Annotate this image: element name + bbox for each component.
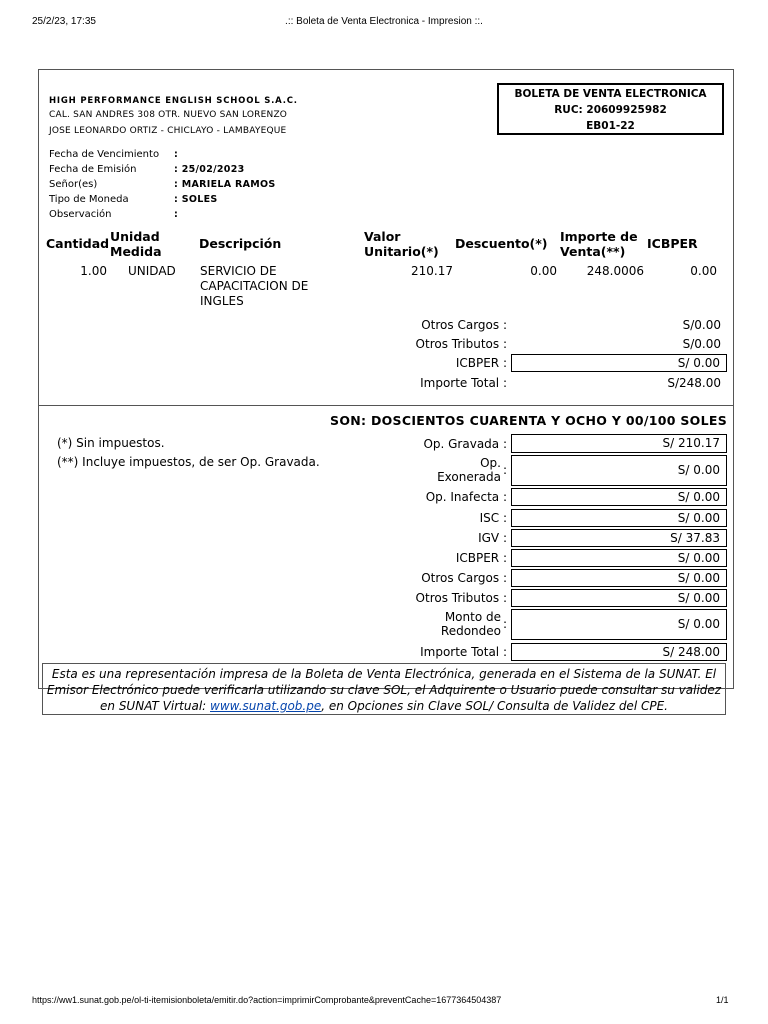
cell-descripcion-line: SERVICIO DE [200, 264, 277, 278]
info-value: 25/02/2023 [181, 164, 245, 175]
document-type: BOLETA DE VENTA ELECTRONICA [514, 88, 707, 100]
op-inafecta-label: Op. Inafecta : [425, 490, 507, 504]
legal-text-end: , en Opciones sin Clave SOL/ Consulta de Validez del CPE. [321, 699, 668, 713]
op-exonerada-value: S/ 0.00 [511, 455, 727, 486]
col-valor-line1: Valor [364, 229, 401, 244]
icbper-summary-value: S/ 0.00 [511, 549, 727, 567]
otros-cargos-summary-value: S/ 0.00 [511, 569, 727, 587]
redondeo-value: S/ 0.00 [511, 609, 727, 640]
op-exonerada-label-line: Exonerada [437, 470, 501, 484]
col-importe-line2: Venta(**) [560, 244, 626, 259]
otros-tributos-summary-value: S/ 0.00 [511, 589, 727, 607]
op-exonerada-label-line: Op. [480, 456, 501, 470]
cell-descripcion-line: INGLES [200, 294, 244, 308]
cell-icbper: 0.00 [690, 264, 717, 278]
op-gravada-label: Op. Gravada : [423, 437, 507, 451]
op-exonerada-label [420, 456, 501, 484]
otros-tributos-value: S/0.00 [682, 337, 721, 351]
cell-cantidad: 1.00 [80, 264, 107, 278]
col-icbper: ICBPER [647, 236, 698, 251]
otros-tributos-summary-label: Otros Tributos : [415, 591, 507, 605]
info-value: MARIELA RAMOS [181, 179, 276, 190]
emisor-address-1: CAL. SAN ANDRES 308 OTR. NUEVO SAN LORENZO [49, 110, 288, 120]
col-cantidad: Cantidad [46, 236, 110, 251]
cell-valor-unitario: 210.17 [411, 264, 453, 278]
otros-cargos-value: S/0.00 [682, 318, 721, 332]
document-type-box [497, 83, 724, 135]
otros-tributos-label: Otros Tributos : [415, 337, 507, 351]
emisor-name: HIGH PERFORMANCE ENGLISH SCHOOL S.A.C. [49, 96, 298, 106]
isc-label: ISC : [479, 511, 507, 525]
info-colon: : [174, 149, 179, 160]
redondeo-label [420, 610, 501, 638]
info-label: Fecha de Vencimiento [49, 149, 160, 160]
legal-notice [42, 663, 726, 715]
info-label: Tipo de Moneda [49, 194, 129, 205]
icbper-label: ICBPER : [455, 356, 507, 370]
document-number: EB01-22 [586, 120, 635, 132]
col-descripcion: Descripción [199, 236, 282, 251]
info-value: SOLES [181, 194, 218, 205]
igv-label: IGV : [478, 531, 507, 545]
note-sin-impuestos: (*) Sin impuestos. [57, 436, 165, 450]
info-label: Fecha de Emisión [49, 164, 137, 175]
print-page-title: .:: Boleta de Venta Electronica - Impresion ::. [285, 16, 483, 27]
col-valor-unitario [364, 229, 439, 259]
col-importe-line1: Importe de [560, 229, 638, 244]
col-unidad-line2: Medida [110, 244, 162, 259]
icbper-summary-label: ICBPER : [455, 551, 507, 565]
op-exonerada-colon: : [503, 463, 508, 477]
icbper-value: S/ 0.00 [511, 354, 727, 372]
redondeo-label-line: Monto de [444, 610, 501, 624]
otros-cargos-summary-label: Otros Cargos : [421, 571, 507, 585]
importe-total-value: S/248.00 [667, 376, 721, 390]
op-gravada-value: S/ 210.17 [511, 434, 727, 453]
cell-descripcion-line: CAPACITACION DE [200, 279, 309, 293]
legal-text: Esta es una representación impresa de la Boleta de Venta Electrónica, generada en el Sistema de la SUNAT. El Emisor Electrónico puede verificarla utilizando su clave SOL, el Adquirente o Usuario puede consultar su validez en SUNAT Virtual: [46, 667, 722, 713]
section-divider [38, 405, 734, 406]
info-colon: : 25/02/2023 [174, 164, 245, 175]
isc-value: S/ 0.00 [511, 509, 727, 527]
importe-total-label: Importe Total : [420, 376, 507, 390]
sunat-link[interactable]: www.sunat.gob.pe [210, 699, 322, 713]
cell-descuento: 0.00 [530, 264, 557, 278]
print-url: https://ww1.sunat.gob.pe/ol-ti-itemisionboleta/emitir.do?action=imprimirComprobante&preventCache=1677364504387 [32, 995, 502, 1005]
note-incluye-impuestos: (**) Incluye impuestos, de ser Op. Gravada. [57, 455, 320, 469]
info-colon: : MARIELA RAMOS [174, 179, 276, 190]
print-datetime: 25/2/23, 17:35 [32, 16, 96, 27]
amount-in-words: SON: DOSCIENTOS CUARENTA Y OCHO Y 00/100 SOLES [330, 413, 727, 428]
col-importe [560, 229, 638, 259]
col-descuento: Descuento(*) [455, 236, 548, 251]
op-inafecta-value: S/ 0.00 [511, 488, 727, 506]
ruc-number: RUC: 20609925982 [554, 104, 667, 116]
cell-descripcion [200, 264, 308, 309]
redondeo-label-line: Redondeo [440, 624, 501, 638]
info-colon: : [174, 209, 179, 220]
info-colon: : SOLES [174, 194, 218, 205]
emisor-address-2: JOSE LEONARDO ORTIZ - CHICLAYO - LAMBAYEQUE [49, 126, 287, 136]
info-label: Observación [49, 209, 112, 220]
print-page-number: 1/1 [716, 995, 729, 1005]
importe-total-summary-value: S/ 248.00 [511, 643, 727, 661]
importe-total-summary-label: Importe Total : [420, 645, 507, 659]
info-label: Señor(es) [49, 179, 98, 190]
cell-importe: 248.0006 [586, 264, 644, 278]
col-unidad [110, 229, 162, 259]
col-valor-line2: Unitario(*) [364, 244, 439, 259]
col-unidad-line1: Unidad [110, 229, 160, 244]
igv-value: S/ 37.83 [511, 529, 727, 547]
redondeo-colon: : [503, 617, 508, 631]
cell-unidad: UNIDAD [128, 264, 176, 278]
otros-cargos-label: Otros Cargos : [421, 318, 507, 332]
